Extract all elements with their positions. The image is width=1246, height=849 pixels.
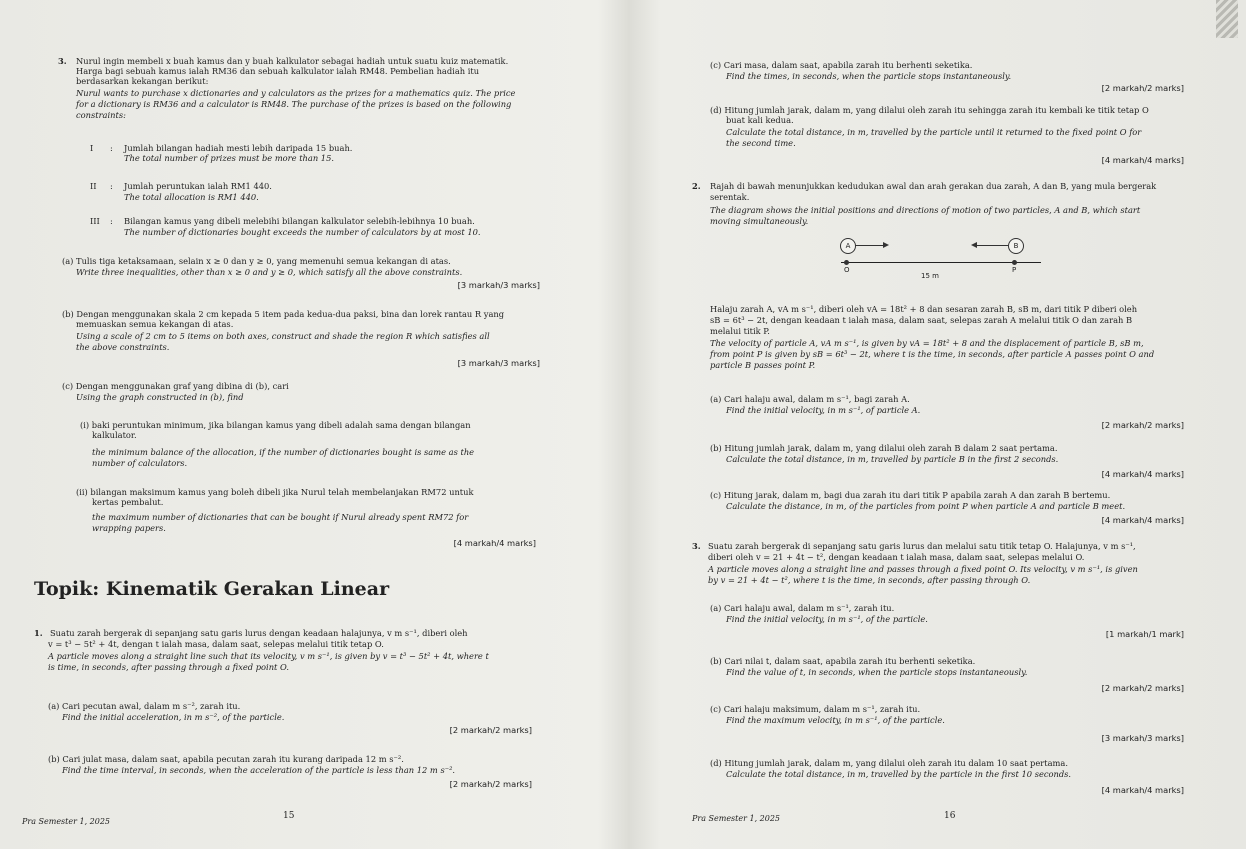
constraint-label: III: [90, 216, 100, 226]
part-c-text: (c) Dengan menggunakan graf yang dibina di (b), cari: [62, 381, 289, 391]
part-a-text: (a) Cari halaju awal, dalam m s⁻¹, zarah itu.: [710, 603, 895, 613]
question-translation: Nurul wants to purchase x dictionaries and y calculators as the prizes for a mathematics quiz. The price: [76, 88, 516, 98]
question-text: Suatu zarah bergerak di sepanjang satu garis lurus dengan keadaan halajunya, v m s⁻¹, diberi oleh: [50, 628, 468, 638]
page-15: [0, 0, 620, 849]
point-p-marker: [1012, 260, 1017, 265]
page-number: 15: [283, 811, 295, 821]
part-ci-text: (i) baki peruntukan minimum, jika bilangan kamus yang dibeli adalah sama dengan bilangan: [80, 420, 471, 430]
question-info-translation: from point P is given by sB = 6t³ − 2t, where t is the time, in seconds, after particle A passes point O and: [710, 349, 1155, 359]
marks-label: [2 markah/2 marks]: [449, 779, 532, 789]
part-d-text: buat kali kedua.: [726, 115, 794, 125]
page-number: 16: [944, 811, 956, 821]
question-translation: constraints:: [76, 110, 126, 120]
question-text: serentak.: [710, 192, 750, 202]
part-d-text: (d) Hitung jumlah jarak, dalam m, yang dilalui oleh zarah itu sehingga zarah itu kembali ke titik tetap O: [710, 105, 1149, 115]
part-a-translation: Find the initial velocity, in m s⁻¹, of the particle.: [726, 614, 928, 624]
part-b-text: (b) Cari nilai t, dalam saat, apabila zarah itu berhenti seketika.: [710, 656, 976, 666]
constraint-translation: The number of dictionaries bought exceeds the number of calculators by at most 10.: [124, 227, 481, 237]
question-info-translation: The velocity of particle A, vA m s⁻¹, is given by vA = 18t² + 8 and the displacement of particle B, sB m,: [710, 338, 1144, 348]
question-text: v = t³ − 5t² + 4t, dengan t ialah masa, dalam saat, selepas melalui titik tetap O.: [48, 639, 384, 649]
question-translation: A particle moves along a straight line and passes through a fixed point O. Its velocity, v m s⁻¹, is given: [708, 564, 1138, 574]
distance-label: 15 m: [921, 272, 939, 280]
question-number: 2.: [692, 181, 701, 191]
marks-label: [4 markah/4 marks]: [1101, 785, 1184, 795]
part-b-text: (b) Hitung jumlah jarak, dalam m, yang dilalui oleh zarah B dalam 2 saat pertama.: [710, 443, 1058, 453]
constraint-colon: :: [110, 181, 113, 191]
part-c-text: (c) Cari halaju maksimum, dalam m s⁻¹, zarah itu.: [710, 704, 921, 714]
part-b-translation: Find the value of t, in seconds, when the particle stops instantaneously.: [726, 667, 1028, 677]
question-text: berdasarkan kekangan berikut:: [76, 76, 209, 86]
part-d-translation: the second time.: [726, 138, 796, 148]
question-translation: moving simultaneously.: [710, 216, 809, 226]
marks-label: [4 markah/4 marks]: [1101, 515, 1184, 525]
particle-b: B: [1008, 238, 1024, 254]
part-cii-translation: wrapping papers.: [92, 523, 166, 533]
question-number: 1.: [34, 628, 43, 638]
part-b-translation: Calculate the total distance, in m, travelled by particle B in the first 2 seconds.: [726, 454, 1059, 464]
part-c-text: (c) Cari masa, dalam saat, apabila zarah itu berhenti seketika.: [710, 60, 973, 70]
constraint-label: I: [90, 143, 94, 153]
question-text: Rajah di bawah menunjukkan kedudukan awal dan arah gerakan dua zarah, A dan B, yang mula bergerak: [710, 181, 1157, 191]
marks-label: [4 markah/4 marks]: [453, 538, 536, 548]
point-p-label: P: [1012, 266, 1017, 274]
arrow-head-right: [883, 242, 889, 248]
part-ci-translation: number of calculators.: [92, 458, 188, 468]
question-translation: for a dictionary is RM36 and a calculator is RM48. The purchase of the prizes is based on the following: [76, 99, 512, 109]
particle-b-direction-arrow: [976, 245, 1008, 246]
topic-heading: Topik: Kinematik Gerakan Linear: [34, 578, 390, 600]
question-number: 3.: [692, 541, 701, 551]
part-b-translation: Find the time interval, in seconds, when the acceleration of the particle is less than 12 m s⁻².: [62, 765, 456, 775]
constraint-translation: The total allocation is RM1 440.: [124, 192, 259, 202]
part-b-translation: the above constraints.: [76, 342, 170, 352]
marks-label: [3 markah/3 marks]: [1101, 733, 1184, 743]
question-info: sB = 6t³ − 2t, dengan keadaan t ialah masa, dalam saat, selepas zarah A melalui titik O dan zarah B: [710, 315, 1133, 325]
part-ci-text: kalkulator.: [92, 430, 137, 440]
question-info: Halaju zarah A, vA m s⁻¹, diberi oleh vA = 18t² + 8 dan sesaran zarah B, sB m, dari titik P diberi oleh: [710, 304, 1138, 314]
straight-line: [841, 262, 1041, 263]
constraint-translation: The total number of prizes must be more than 15.: [124, 153, 334, 163]
part-b-text: (b) Dengan menggunakan skala 2 cm kepada 5 item pada kedua-dua paksi, bina dan lorek rantau R yang: [62, 309, 505, 319]
part-a-translation: Find the initial acceleration, in m s⁻², of the particle.: [62, 712, 285, 722]
page-edge-texture: [1216, 0, 1238, 38]
marks-label: [3 markah/3 marks]: [457, 358, 540, 368]
marks-label: [1 markah/1 mark]: [1105, 629, 1184, 639]
part-c-translation: Find the maximum velocity, in m s⁻¹, of the particle.: [726, 715, 945, 725]
particle-a-direction-arrow: [855, 245, 885, 246]
constraint-text: Bilangan kamus yang dibeli melebihi bilangan kalkulator selebih-lebihnya 10 buah.: [124, 216, 475, 226]
question-number: 3.: [58, 56, 67, 66]
constraint-colon: :: [110, 143, 113, 153]
page-footer: Pra Semester 1, 2025: [692, 814, 781, 823]
part-b-text: memuaskan semua kekangan di atas.: [76, 319, 234, 329]
part-b-translation: Using a scale of 2 cm to 5 items on both axes, construct and shade the region R which satisfies all: [76, 331, 490, 341]
constraint-colon: :: [110, 216, 113, 226]
question-text: Harga bagi sebuah kamus ialah RM36 dan sebuah kalkulator ialah RM48. Pembelian hadiah itu: [76, 66, 480, 76]
constraint-text: Jumlah peruntukan ialah RM1 440.: [124, 181, 272, 191]
motion-diagram: [821, 232, 1051, 282]
part-a-text: (a) Tulis tiga ketaksamaan, selain x ≥ 0 dan y ≥ 0, yang memenuhi semua kekangan di atas.: [62, 256, 451, 266]
part-a-translation: Find the initial velocity, in m s⁻¹, of particle A.: [726, 405, 921, 415]
question-translation: The diagram shows the initial positions and directions of motion of two particles, A and B, which start: [710, 205, 1141, 215]
part-a-text: (a) Cari pecutan awal, dalam m s⁻², zarah itu.: [48, 701, 241, 711]
question-translation: A particle moves along a straight line such that its velocity, v m s⁻¹, is given by v = t³ − 5t² + 4t, where t: [48, 651, 489, 661]
part-c-text: (c) Hitung jarak, dalam m, bagi dua zarah itu dari titik P apabila zarah A dan zarah B bertemu.: [710, 490, 1111, 500]
part-d-translation: Calculate the total distance, in m, travelled by the particle in the first 10 seconds.: [726, 769, 1072, 779]
question-info-translation: particle B passes point P.: [710, 360, 816, 370]
part-a-text: (a) Cari halaju awal, dalam m s⁻¹, bagi zarah A.: [710, 394, 910, 404]
part-ci-translation: the minimum balance of the allocation, if the number of dictionaries bought is same as the: [92, 447, 475, 457]
constraint-label: II: [90, 181, 97, 191]
marks-label: [3 markah/3 marks]: [457, 280, 540, 290]
part-cii-text: (ii) bilangan maksimum kamus yang boleh dibeli jika Nurul telah membelanjakan RM72 untuk: [76, 487, 474, 497]
marks-label: [4 markah/4 marks]: [1101, 469, 1184, 479]
part-a-translation: Write three inequalities, other than x ≥ 0 and y ≥ 0, which satisfy all the above constraints.: [76, 267, 463, 277]
part-cii-translation: the maximum number of dictionaries that can be bought if Nurul already spent RM72 for: [92, 512, 469, 522]
marks-label: [2 markah/2 marks]: [1101, 83, 1184, 93]
part-d-translation: Calculate the total distance, in m, travelled by the particle until it returned to the fixed point O for: [726, 127, 1142, 137]
question-translation: by v = 21 + 4t − t², where t is the time, in seconds, after passing through O.: [708, 575, 1031, 585]
part-c-translation: Using the graph constructed in (b), find: [76, 392, 244, 402]
page-footer: Pra Semester 1, 2025: [22, 817, 111, 826]
part-c-translation: Find the times, in seconds, when the particle stops instantaneously.: [726, 71, 1012, 81]
question-translation: is time, in seconds, after passing through a fixed point O.: [48, 662, 289, 672]
part-cii-text: kertas pembalut.: [92, 497, 164, 507]
marks-label: [2 markah/2 marks]: [1101, 683, 1184, 693]
particle-a: A: [840, 238, 856, 254]
marks-label: [4 markah/4 marks]: [1101, 155, 1184, 165]
question-text: diberi oleh v = 21 + 4t − t², dengan keadaan t ialah masa, dalam saat, selepas melalui O.: [708, 552, 1085, 562]
point-o-label: O: [844, 266, 850, 274]
constraint-text: Jumlah bilangan hadiah mesti lebih daripada 15 buah.: [124, 143, 353, 153]
part-b-text: (b) Cari julat masa, dalam saat, apabila pecutan zarah itu kurang daripada 12 m s⁻².: [48, 754, 404, 764]
question-text: Suatu zarah bergerak di sepanjang satu garis lurus dan melalui satu titik tetap O. Halajunya, v m s⁻¹,: [708, 541, 1136, 551]
question-info: melalui titik P.: [710, 326, 770, 336]
part-d-text: (d) Hitung jumlah jarak, dalam m, yang dilalui oleh zarah itu dalam 10 saat pertama.: [710, 758, 1068, 768]
marks-label: [2 markah/2 marks]: [449, 725, 532, 735]
page-16: [626, 0, 1238, 849]
point-o-marker: [844, 260, 849, 265]
question-text: Nurul ingin membeli x buah kamus dan y buah kalkulator sebagai hadiah untuk suatu kuiz matematik.: [76, 56, 509, 66]
part-c-translation: Calculate the distance, in m, of the particles from point P when particle A and particle B meet.: [726, 501, 1126, 511]
marks-label: [2 markah/2 marks]: [1101, 420, 1184, 430]
